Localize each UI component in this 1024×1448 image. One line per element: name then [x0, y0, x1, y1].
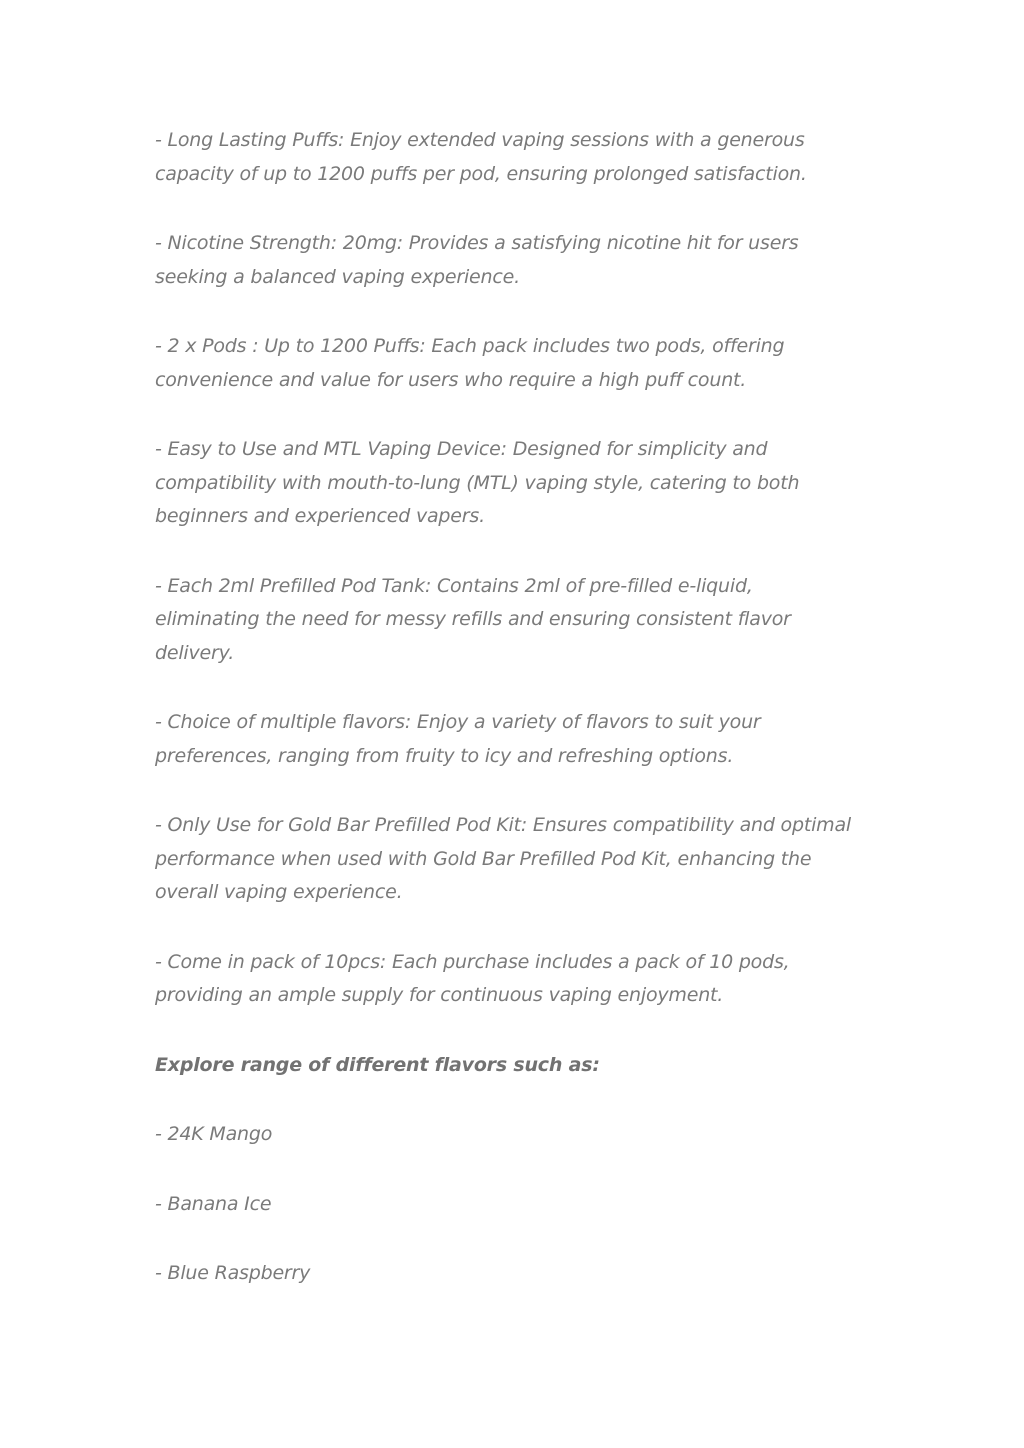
- feature-pack-of-10: - Come in pack of 10pcs: Each purchase includes a pack of 10 pods, providing an ample supply for continuous vaping enjoyment.: [155, 950, 790, 1006]
- document-body: [155, 124, 855, 1327]
- flavor-item-banana-ice: - Banana Ice: [155, 1192, 272, 1215]
- feature-prefilled-pod-tank: - Each 2ml Prefilled Pod Tank: Contains 2ml of pre-filled e-liquid, eliminating the need for messy refills and ensuring consistent flavor delivery.: [155, 574, 791, 664]
- feature-long-lasting-puffs: - Long Lasting Puffs: Enjoy extended vaping sessions with a generous capacity of up to 1200 puffs per pod, ensuring prolonged satisfaction.: [155, 129, 807, 185]
- feature-gold-bar-compatibility: - Only Use for Gold Bar Prefilled Pod Kit: Ensures compatibility and optimal performance when used with Gold Bar Prefilled Pod Kit, enhancing the overall vaping experience.: [155, 814, 851, 903]
- flavor-item-blue-raspberry: - Blue Raspberry: [155, 1262, 311, 1284]
- feature-multiple-flavors: - Choice of multiple flavors: Enjoy a variety of flavors to suit your preferences, ranging from fruity to icy and refreshing options.: [155, 711, 761, 767]
- flavors-heading: Explore range of different flavors such as:: [155, 1053, 600, 1076]
- feature-easy-to-use: - Easy to Use and MTL Vaping Device: Designed for simplicity and compatibility with mouth-to-lung (MTL) vaping style, catering to both beginners and experienced vapers.: [155, 438, 800, 527]
- flavor-item-24k-mango: - 24K Mango: [155, 1123, 273, 1145]
- feature-two-pods: - 2 x Pods : Up to 1200 Puffs: Each pack includes two pods, offering convenience and value for users who require a high puff count.: [155, 335, 785, 391]
- feature-nicotine-strength: - Nicotine Strength: 20mg: Provides a satisfying nicotine hit for users seeking a balanced vaping experience.: [155, 232, 799, 288]
